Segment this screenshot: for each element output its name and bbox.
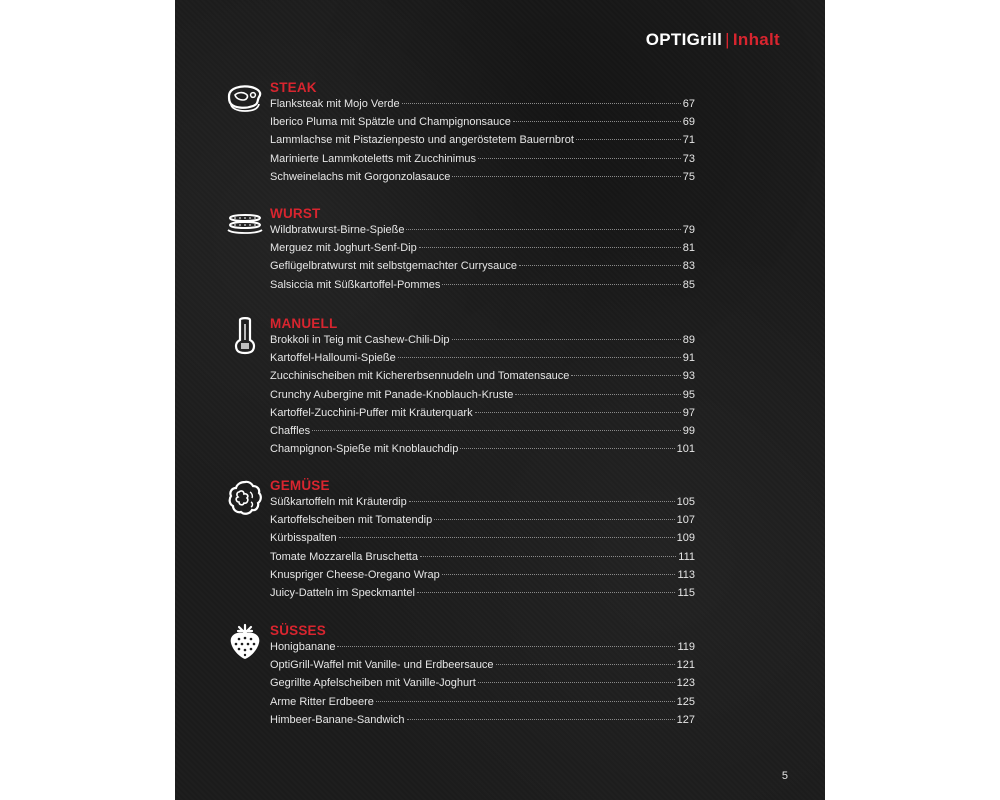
toc-entry	[270, 171, 695, 189]
page-header	[646, 30, 780, 50]
entry-page: 69	[682, 116, 695, 129]
entry-title: Brokkoli in Teig mit Cashew-Chili-Dip	[270, 334, 450, 346]
entry-title: Kartoffel-Halloumi-Spieße	[270, 352, 396, 365]
toc-entry	[270, 659, 695, 677]
entry-page: 95	[682, 388, 695, 401]
toc-entry	[270, 443, 695, 461]
document-page	[175, 0, 825, 800]
entry-title: Juicy-Datteln im Speckmantel	[270, 586, 415, 599]
toc-entry	[270, 532, 695, 550]
entry-list	[270, 334, 695, 461]
entry-page: 99	[682, 424, 695, 437]
entry-title: Gegrillte Apfelscheiben mit Vanille-Joghurt	[270, 677, 476, 690]
section-heading: SÜSSES	[270, 623, 326, 638]
toc-entry	[270, 514, 695, 532]
entry-title: Iberico Pluma mit Spätzle und Champignonsauce	[270, 116, 511, 129]
entry-title: OptiGrill-Waffel mit Vanille- und Erdbeersauce	[270, 659, 494, 672]
entry-page: 127	[676, 713, 695, 726]
entry-title: Honigbanane	[270, 641, 336, 653]
toc-entry	[270, 260, 695, 278]
entry-title: Crunchy Aubergine mit Panade-Knoblauch-Kruste	[270, 388, 514, 401]
toc-entry	[270, 153, 695, 171]
dot-leader	[442, 574, 676, 575]
entry-title: Himbeer-Banane-Sandwich	[270, 713, 405, 726]
toc-entry	[270, 587, 695, 605]
dot-leader	[417, 592, 676, 593]
entry-title: Chaffles	[270, 424, 311, 437]
dot-leader	[339, 537, 675, 538]
entry-list	[270, 641, 695, 732]
toc-entry	[270, 116, 695, 134]
section-heading: WURST	[270, 206, 321, 221]
dot-leader	[452, 339, 681, 340]
entry-title: Flanksteak mit Mojo Verde	[270, 98, 400, 110]
dot-leader	[576, 139, 681, 140]
dot-leader	[515, 394, 680, 395]
steak-icon	[225, 80, 265, 120]
entry-title: Kürbisspalten	[270, 532, 337, 545]
dot-leader	[312, 430, 681, 431]
entry-page: 125	[676, 695, 695, 708]
toc-entry	[270, 352, 695, 370]
entry-title: Arme Ritter Erdbeere	[270, 695, 374, 708]
toc-entry	[270, 134, 695, 152]
entry-title: Wildbratwurst-Birne-Spieße	[270, 224, 405, 236]
entry-page: 97	[682, 406, 695, 419]
dot-leader	[434, 519, 674, 520]
entry-title: Geflügelbratwurst mit selbstgemachter Currysauce	[270, 260, 517, 273]
dot-leader	[496, 664, 675, 665]
entry-title: Schweinelachs mit Gorgonzolasauce	[270, 170, 451, 183]
entry-page: 109	[676, 532, 695, 545]
entry-title: Salsiccia mit Süßkartoffel-Pommes	[270, 278, 441, 291]
dot-leader	[406, 229, 680, 230]
toc-entry	[270, 641, 695, 659]
toc-entry	[270, 370, 695, 388]
dot-leader	[442, 284, 680, 285]
toc-entry	[270, 389, 695, 407]
toc-entry	[270, 334, 695, 352]
sausage-icon	[225, 206, 265, 246]
entry-page: 83	[682, 260, 695, 273]
dot-leader	[452, 176, 680, 177]
dot-leader	[460, 448, 674, 449]
entry-title: Champignon-Spieße mit Knoblauchdip	[270, 443, 459, 456]
entry-title: Süßkartoffeln mit Kräuterdip	[270, 496, 407, 508]
dot-leader	[337, 646, 675, 647]
entry-page: 101	[676, 443, 695, 456]
entry-page: 123	[676, 677, 695, 690]
entry-list	[270, 98, 695, 189]
entry-page: 73	[682, 152, 695, 165]
brand-name: OPTIGrill	[645, 30, 723, 49]
strawberry-icon	[225, 623, 265, 663]
dot-leader	[571, 375, 680, 376]
entry-page: 107	[676, 514, 695, 527]
header-separator: |	[725, 30, 730, 49]
entry-title: Tomate Mozzarella Bruschetta	[270, 550, 418, 563]
entry-page: 91	[682, 352, 695, 365]
dot-leader	[376, 701, 675, 702]
toc-entry	[270, 242, 695, 260]
entry-list	[270, 496, 695, 605]
dot-leader	[419, 247, 681, 248]
entry-page: 115	[677, 586, 695, 599]
entry-title: Marinierte Lammkoteletts mit Zucchinimus	[270, 152, 477, 165]
toc-entry	[270, 696, 695, 714]
entry-title: Kartoffelscheiben mit Tomatendip	[270, 514, 433, 527]
dot-leader	[420, 556, 676, 557]
entry-page: 75	[682, 170, 695, 183]
entry-list	[270, 224, 695, 297]
dot-leader	[407, 719, 675, 720]
entry-page: 121	[676, 659, 695, 672]
entry-page: 71	[682, 134, 695, 147]
thermometer-icon	[225, 316, 265, 356]
entry-page: 79	[682, 224, 695, 236]
dot-leader	[513, 121, 681, 122]
entry-title: Knuspriger Cheese-Oregano Wrap	[270, 568, 440, 581]
entry-page: 81	[682, 242, 695, 255]
dot-leader	[409, 501, 675, 502]
entry-page: 119	[677, 641, 695, 653]
entry-title: Zucchinischeiben mit Kichererbsennudeln und Tomatensauce	[270, 370, 570, 383]
section-heading: MANUELL	[270, 316, 338, 331]
dot-leader	[478, 158, 681, 159]
entry-page: 113	[677, 568, 695, 581]
dot-leader	[402, 103, 681, 104]
dot-leader	[478, 682, 675, 683]
toc-entry	[270, 714, 695, 732]
vegetable-icon	[225, 478, 265, 518]
entry-page: 111	[678, 550, 695, 563]
header-section-title: Inhalt	[732, 30, 780, 49]
toc-entry	[270, 551, 695, 569]
toc-entry	[270, 425, 695, 443]
toc-entry	[270, 496, 695, 514]
entry-page: 85	[682, 278, 695, 291]
entry-page: 105	[676, 496, 695, 508]
toc-entry	[270, 279, 695, 297]
entry-page: 67	[682, 98, 695, 110]
dot-leader	[475, 412, 681, 413]
dot-leader	[519, 265, 681, 266]
section-heading: GEMÜSE	[270, 478, 330, 493]
entry-title: Merguez mit Joghurt-Senf-Dip	[270, 242, 417, 255]
dot-leader	[398, 357, 681, 358]
toc-entry	[270, 224, 695, 242]
entry-page: 89	[682, 334, 695, 346]
toc-entry	[270, 569, 695, 587]
entry-title: Kartoffel-Zucchini-Puffer mit Kräuterquark	[270, 406, 473, 419]
toc-entry	[270, 98, 695, 116]
page-number: 5	[781, 770, 788, 782]
toc-entry	[270, 407, 695, 425]
entry-title: Lammlachse mit Pistazienpesto und angeröstetem Bauernbrot	[270, 134, 574, 147]
toc-entry	[270, 677, 695, 695]
section-heading: STEAK	[270, 80, 317, 95]
entry-page: 93	[682, 370, 695, 383]
